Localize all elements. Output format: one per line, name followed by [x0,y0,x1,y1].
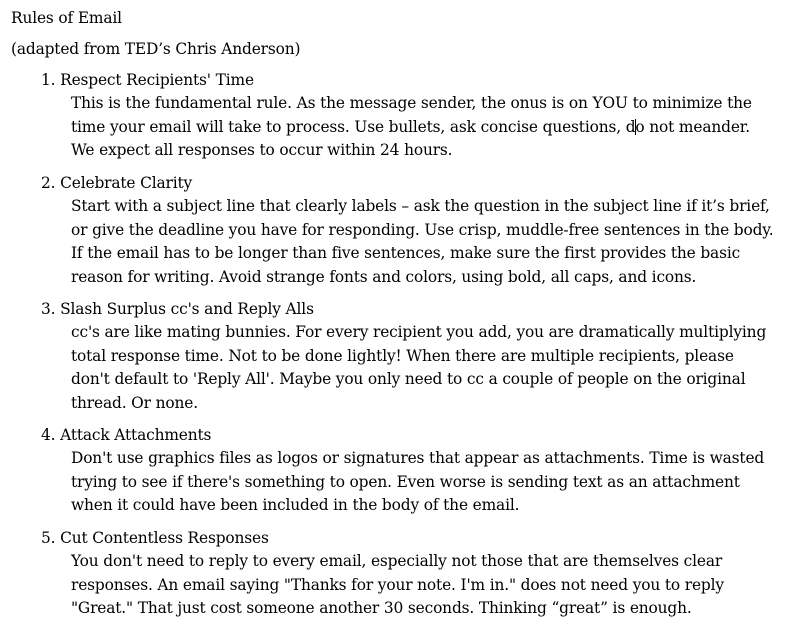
rule-body-3[interactable] [71,321,783,415]
document-title: Rules of Email [11,9,122,27]
rule-1-line-2-after-cursor: o not meander. [635,117,751,136]
rule-3-line-3: don't default to 'Reply All'. Maybe you only need to cc a couple of people on the original [71,370,746,389]
rule-4-line-2: trying to see if there's something to open. Even worse is sending text as an attachment [71,472,740,491]
rule-4-line-1: Don't use graphics files as logos or signatures that appear as attachments. Time is wasted [71,449,765,467]
rule-3-line-4: thread. Or none. [71,393,198,412]
rule-2-line-4: reason for writing. Avoid strange fonts and colors, using bold, all caps, and icons. [71,267,697,286]
rule-3-line-1: cc's are like mating bunnies. For every recipient you add, you are dramatically multiplying [71,323,767,341]
rule-5-line-3: "Great." That just cost someone another 30 seconds. Thinking “great” is enough. [71,599,692,618]
rule-heading-3: 3. Slash Surplus cc's and Reply Alls [41,300,314,318]
rule-5-line-2: responses. An email saying "Thanks for your note. I'm in." does not need you to reply [71,575,724,594]
rule-2-line-1: Start with a subject line that clearly labels – ask the question in the subject line if it’s brief, [71,197,770,215]
rule-body-5[interactable] [71,550,783,621]
rule-2-line-2: or give the deadline you have for responding. Use crisp, muddle-free sentences in the body. [71,220,774,239]
rule-2-line-3: If the email has to be longer than five sentences, make sure the first provides the basic [71,244,741,263]
rule-body-2[interactable] [71,195,783,289]
rule-1-line-3: We expect all responses to occur within 24 hours. [71,141,453,160]
rule-heading-2: 2. Celebrate Clarity [41,174,193,192]
rule-4-line-3: when it could have been included in the body of the email. [71,496,520,515]
rule-heading-5: 5. Cut Contentless Responses [41,529,269,547]
rule-body-1[interactable] [71,92,783,163]
rule-1-line-2 [71,116,783,140]
rule-1-line-1: This is the fundamental rule. As the message sender, the onus is on YOU to minimize the [71,94,752,112]
rule-heading-1: 1. Respect Recipients' Time [41,71,254,89]
rule-body-4[interactable] [71,447,783,518]
rule-3-line-2: total response time. Not to be done lightly! When there are multiple recipients, please [71,346,734,365]
rule-heading-4: 4. Attack Attachments [41,426,212,444]
document-subtitle: (adapted from TED’s Chris Anderson) [11,40,301,58]
rule-5-line-1: You don't need to reply to every email, especially not those that are themselves clear [71,552,723,570]
rule-1-line-2-before-cursor: time your email will take to process. Use bullets, ask concise questions, d [71,117,636,136]
